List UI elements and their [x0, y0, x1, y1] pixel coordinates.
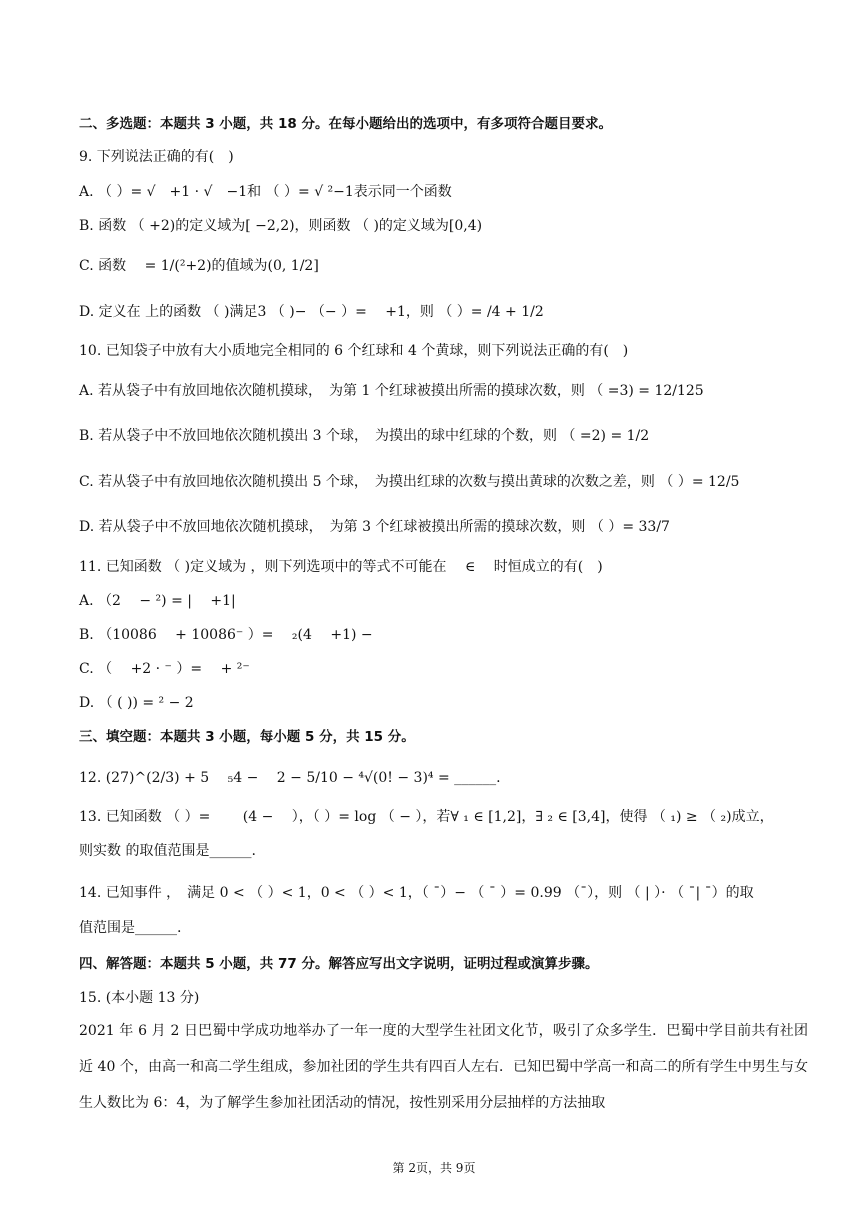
q9-option-a: A. （ ）= √ +1 · √ −1和 （ ）= √ ²−1表示同一个函数 [79, 184, 452, 200]
q11-option-a: A. （2 − ²) = | +1| [79, 593, 236, 609]
question-10: 10. 已知袋子中放有大小质地完全相同的 6 个红球和 4 个黄球，则下列说法正确的有( ) [79, 343, 629, 359]
question-12: 12. (27)^(2/3) + 5 ₅4 − 2 − 5/10 − ⁴√(0! − 3)⁴ = ______. [79, 770, 501, 786]
q9-option-d: D. 定义在 上的函数 （ )满足3 （ )− （− ）= +1，则 （ ）= /4 + 1/2 [79, 304, 544, 320]
question-14: 14. 已知事件 ， 满足 0 < （ ）< 1，0 < （ ）< 1，（ ¯）− （ ¯ ）= 0.99 （¯），则 （ | ）· （ ¯| ¯）的取 [79, 885, 754, 901]
q10-option-a: A. 若从袋子中有放回地依次随机摸球， 为第 1 个红球被摸出所需的摸球次数，则 （ =3) = 12/125 [79, 383, 704, 399]
question-15-paragraph: 2021 年 6 月 2 日巴蜀中学成功地举办了一年一度的大型学生社团文化节，吸引了众多学生．巴蜀中学目前共有社团近 40 个，由高一和高二学生组成，参加社团的学生共有四百人左右．已知巴蜀中学高一和高二的所有学生中男生与女生人数比为 6：4，为了解学生参加社团活动的情况，按性别采用分层抽样的方法抽取 [79, 1023, 808, 1111]
question-13-cont: 则实数 的取值范围是______. [79, 843, 256, 859]
q10-option-b: B. 若从袋子中不放回地依次随机摸出 3 个球， 为摸出的球中红球的个数，则 （ =2) = 1/2 [79, 428, 650, 444]
question-15: 15. (本小题 13 分) [79, 990, 200, 1006]
q9-option-c: C. 函数 = 1/(²+2)的值域为(0, 1/2] [79, 258, 319, 274]
q10-option-d: D. 若从袋子中不放回地依次随机摸球， 为第 3 个红球被摸出所需的摸球次数，则 （ ）= 33/7 [79, 519, 670, 535]
q10-option-c: C. 若从袋子中有放回地依次随机摸出 5 个球， 为摸出红球的次数与摸出黄球的次数之差，则 （ ）= 12/5 [79, 474, 740, 490]
page-footer: 第 2页，共 9页 [392, 1161, 476, 1175]
section-4-heading: 四、解答题：本题共 5 小题，共 77 分。解答应写出文字说明，证明过程或演算步骤。 [79, 956, 599, 972]
question-13: 13. 已知函数 （ ）= (4 − ），（ ）= log （ − ），若∀ ₁ ∈ [1,2]，∃ ₂ ∈ [3,4]，使得 （ ₁) ≥ （ ₂)成立， [79, 809, 774, 825]
q9-option-b: B. 函数 （ +2)的定义域为[ −2,2)，则函数 （ )的定义域为[0,4) [79, 218, 483, 234]
q11-option-d: D. （ ( )) = ² − 2 [79, 695, 194, 711]
section-3-heading: 三、填空题：本题共 3 小题，每小题 5 分，共 15 分。 [79, 729, 415, 745]
question-14-cont: 值范围是______. [79, 920, 182, 936]
section-2-heading: 二、多选题：本题共 3 小题，共 18 分。在每小题给出的选项中，有多项符合题目要求。 [79, 116, 612, 132]
q11-option-c: C. （ +2 · ⁻ ）= + ²⁻ [79, 661, 250, 677]
q11-option-b: B. （10086 + 10086⁻ ）= ₂(4 +1) − [79, 627, 373, 643]
question-9: 9. 下列说法正确的有( ) [79, 149, 234, 165]
question-11: 11. 已知函数 （ )定义域为 ，则下列选项中的等式不可能在 ∈ 时恒成立的有( ) [79, 559, 603, 575]
